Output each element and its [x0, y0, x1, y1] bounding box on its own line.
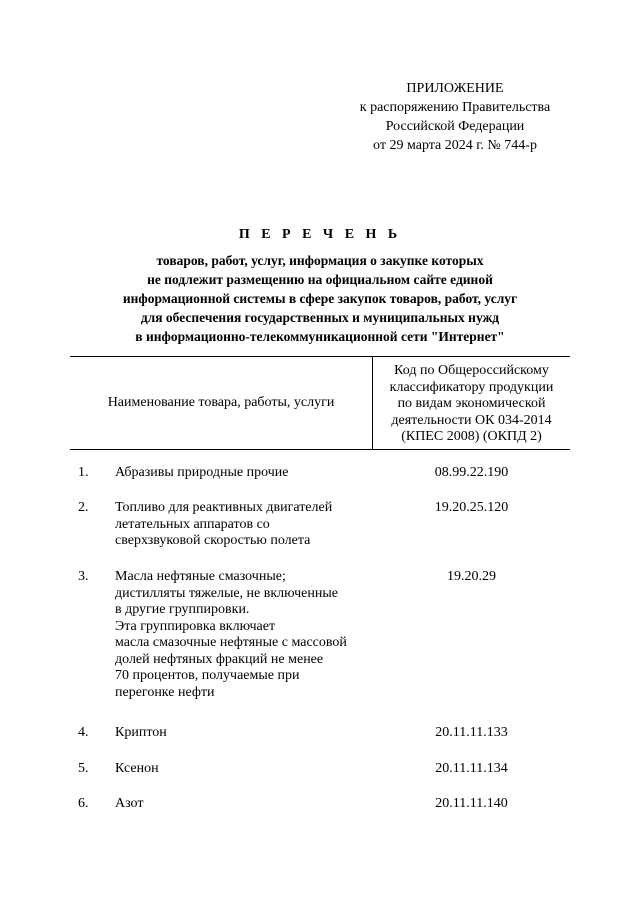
row-name-line: сверхзвуковой скоростью полета [115, 533, 311, 548]
row-name-line: летательных аппаратов со [115, 516, 270, 532]
subtitle-line: не подлежит размещению на официальном сайте единой [147, 272, 493, 287]
row-number: 1. [78, 465, 89, 480]
header-code-line: классификатору продукции [389, 379, 554, 395]
row-number: 2. [78, 500, 89, 515]
row-name-line: Масла нефтяные смазочные; [115, 569, 286, 584]
appendix-line: Российской Федерации [385, 119, 525, 134]
document-subtitle [70, 251, 570, 346]
row-name-line: 70 процентов, получаемые при [115, 668, 300, 683]
header-code-line: деятельности ОК 034-2014 [391, 412, 552, 428]
row-name [115, 569, 375, 701]
header-code-line: (КПЕС 2008) (ОКПД 2) [401, 429, 542, 444]
header-name-column [70, 357, 373, 449]
header-code-line: Код по Общероссийскому [394, 363, 549, 378]
row-name-line: Ксенон [115, 761, 159, 776]
document-title: П Е Р Е Ч Е Н Ь [238, 227, 402, 242]
row-name [115, 500, 375, 550]
row-name [115, 761, 375, 778]
row-number: 5. [78, 761, 89, 776]
header-code-column [373, 363, 570, 446]
row-number: 4. [78, 725, 89, 740]
subtitle-line: в информационно-телекоммуникационной сети "Интернет" [135, 329, 505, 344]
row-name-line: Эта группировка включает [115, 618, 276, 634]
subtitle-line: товаров, работ, услуг, информация о закупке которых [156, 253, 484, 268]
appendix-line: к распоряжению Правительства [359, 100, 551, 115]
row-name [115, 796, 375, 813]
row-code: 20.11.11.134 [435, 761, 508, 776]
row-name-line: перегонке нефти [115, 684, 215, 700]
row-number: 3. [78, 569, 89, 584]
goods-table [70, 356, 570, 811]
row-name [115, 465, 375, 482]
appendix-date: от 29 марта 2024 г. № 744-р [373, 138, 537, 153]
subtitle-line: для обеспечения государственных и муниципальных нужд [140, 310, 500, 325]
appendix-block [345, 79, 565, 155]
row-name-line: Криптон [115, 725, 167, 740]
row-name-line: в другие группировки. [115, 602, 250, 617]
row-name-line: Абразивы природные прочие [115, 465, 289, 480]
row-name [115, 725, 375, 742]
row-name-line: дистилляты тяжелые, не включенные [115, 585, 338, 601]
row-code: 20.11.11.133 [435, 725, 508, 740]
header-name-label: Наименование товара, работы, услуги [107, 395, 335, 410]
row-name-line: Топливо для реактивных двигателей [115, 500, 333, 515]
row-name-line: масла смазочные нефтяные с массовой [115, 635, 347, 650]
row-name-line: долей нефтяных фракций не менее [115, 651, 324, 667]
appendix-title: ПРИЛОЖЕНИЕ [406, 81, 504, 96]
subtitle-line: информационной системы в сфере закупок товаров, работ, услуг [122, 291, 518, 306]
row-name-line: Азот [115, 796, 144, 811]
row-code: 19.20.29 [447, 569, 496, 584]
row-code: 20.11.11.140 [435, 796, 508, 811]
row-code: 08.99.22.190 [434, 465, 509, 480]
row-code: 19.20.25.120 [434, 500, 509, 515]
table-header [70, 357, 570, 450]
row-number: 6. [78, 796, 89, 811]
header-code-line: по видам экономической [397, 396, 546, 411]
